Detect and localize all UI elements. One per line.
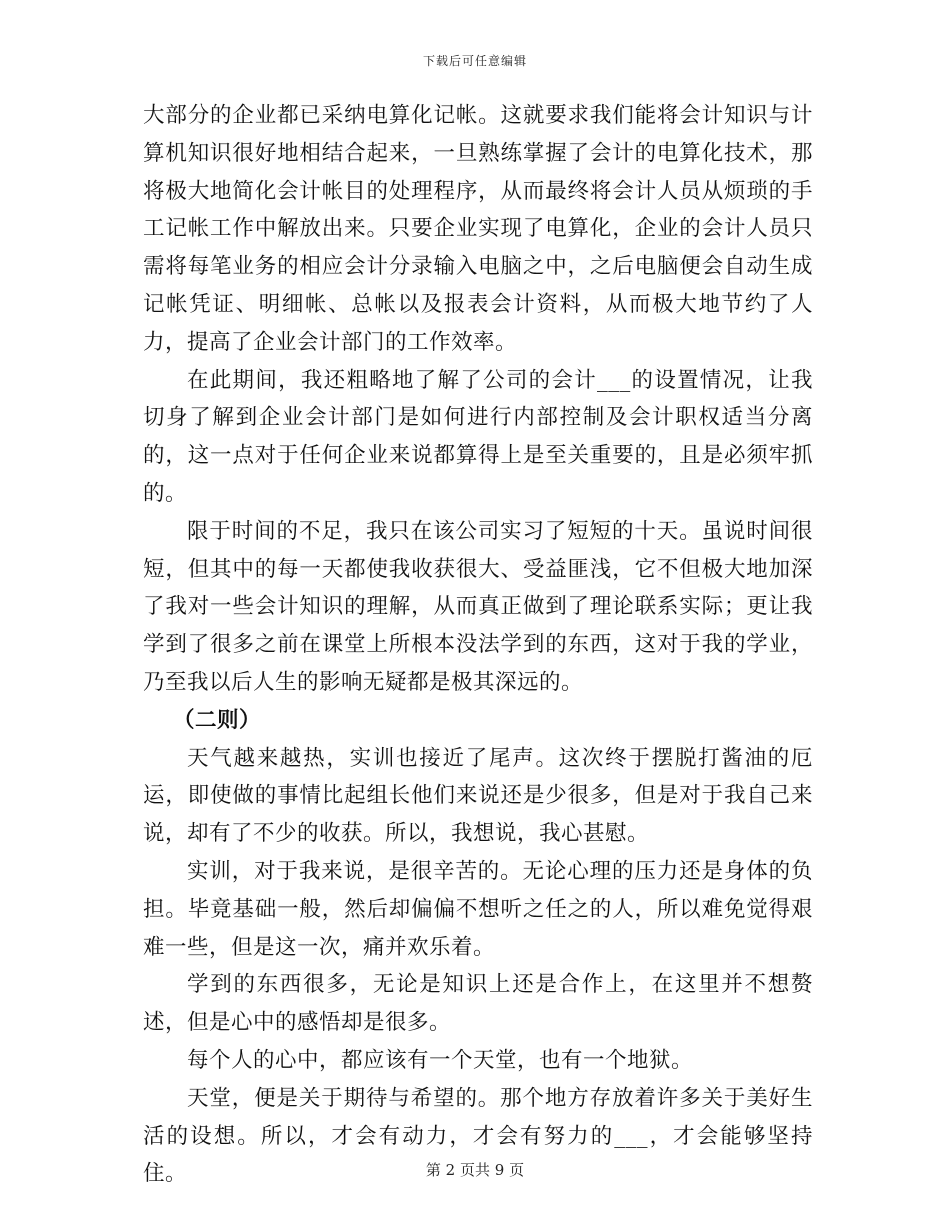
paragraph: 学到的东西很多，无论是知识上还是合作上，在这里并不想赘述，但是心中的感悟却是很多。 xyxy=(143,972,813,1036)
paragraph: 天气越来越热，实训也接近了尾声。这次终于摆脱打酱油的厄运，即使做的事情比起组长他们来说还是少很多，但是对于我自己来说，却有了不少的收获。所以，我想说，我心甚慰。 xyxy=(143,745,813,847)
page-header: 下载后可任意编辑 xyxy=(422,54,527,68)
paragraph: 大部分的企业都已采纳电算化记帐。这就要求我们能将会计知识与计算机知识很好地相结合起来，一旦熟练掌握了会计的电算化技术，那将极大地简化会计帐目的处理程序，从而最终将会计人员从烦琐的手工记帐工作中解放出来。只要企业实现了电算化，企业的会计人员只需将每笔业务的相应会计分录输入电脑之中，之后电脑便会自动生成记帐凭证、明细帐、总帐以及报表会计资料，从而极大地节约了人力，提高了企业会计部门的工作效率。 xyxy=(143,103,813,355)
paragraph: 在此期间，我还粗略地了解了公司的会计___的设置情况，让我切身了解到企业会计部门是如何进行内部控制及会计职权适当分离的，这一点对于任何企业来说都算得上是至关重要的，且是必须牢抓的。 xyxy=(143,367,813,506)
paragraph: 实训，对于我来说，是很辛苦的。无论心理的压力还是身体的负担。毕竟基础一般，然后却偏偏不想听之任之的人，所以难免觉得艰难一些，但是这一次，痛并欢乐着。 xyxy=(143,858,813,960)
document-body xyxy=(143,97,813,1193)
paragraph: 每个人的心中，都应该有一个天堂，也有一个地狱。 xyxy=(187,1047,694,1073)
page-footer: 第 2 页共 9 页 xyxy=(425,1161,525,1179)
paragraph: 天堂，便是关于期待与希望的。那个地方存放着许多关于美好生活的设想。所以，才会有动力，才会有努力的___，才会能够坚持住。 xyxy=(143,1085,813,1187)
paragraph: 限于时间的不足，我只在该公司实习了短短的十天。虽说时间很短，但其中的每一天都使我收获很大、受益匪浅，它不但极大地加深了我对一些会计知识的理解，从而真正做到了理论联系实际；更让我学到了很多之前在课堂上所根本没法学到的东西，这对于我的学业，乃至我以后人生的影响无疑都是极其深远的。 xyxy=(143,518,813,695)
section-heading: （二则） xyxy=(173,707,262,733)
